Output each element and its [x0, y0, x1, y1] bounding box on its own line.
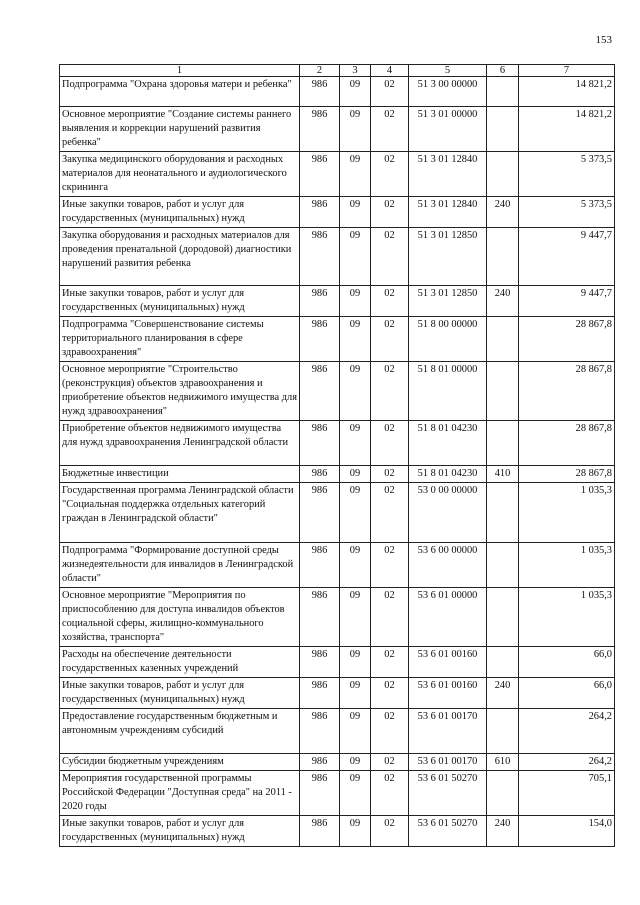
section-cell: 09: [340, 421, 371, 466]
amount-cell: 66,0: [519, 647, 615, 678]
subsection-cell: 02: [371, 543, 409, 588]
expense-type-cell: [487, 421, 519, 466]
section-cell: 09: [340, 647, 371, 678]
amount-cell: 28 867,8: [519, 362, 615, 421]
admin-code-cell: 986: [300, 771, 340, 816]
admin-code-cell: 986: [300, 421, 340, 466]
target-article-cell: 53 6 01 50270: [409, 816, 487, 847]
target-article-cell: 53 6 00 00000: [409, 543, 487, 588]
row-name-cell: Приобретение объектов недвижимого имущества для нужд здравоохранения Ленинградской области: [60, 421, 300, 466]
expense-type-cell: 240: [487, 197, 519, 228]
subsection-cell: 02: [371, 317, 409, 362]
subsection-cell: 02: [371, 421, 409, 466]
expense-type-cell: [487, 362, 519, 421]
header-col-1: 1: [60, 65, 300, 77]
subsection-cell: 02: [371, 286, 409, 317]
admin-code-cell: 986: [300, 317, 340, 362]
target-article-cell: 51 8 00 00000: [409, 317, 487, 362]
admin-code-cell: 986: [300, 543, 340, 588]
amount-cell: 28 867,8: [519, 466, 615, 483]
section-cell: 09: [340, 466, 371, 483]
target-article-cell: 53 6 01 50270: [409, 771, 487, 816]
admin-code-cell: 986: [300, 362, 340, 421]
admin-code-cell: 986: [300, 754, 340, 771]
header-col-7: 7: [519, 65, 615, 77]
target-article-cell: 51 3 00 00000: [409, 77, 487, 107]
table-row: [60, 647, 615, 678]
row-name-cell: Расходы на обеспечение деятельности государственных казенных учреждений: [60, 647, 300, 678]
target-article-cell: 51 3 01 12840: [409, 152, 487, 197]
amount-cell: 1 035,3: [519, 543, 615, 588]
amount-cell: 9 447,7: [519, 228, 615, 286]
amount-cell: 705,1: [519, 771, 615, 816]
section-cell: 09: [340, 483, 371, 543]
row-name-cell: Предоставление государственным бюджетным и автономным учреждениям субсидий: [60, 709, 300, 754]
table-row: [60, 362, 615, 421]
admin-code-cell: 986: [300, 483, 340, 543]
table-row: [60, 77, 615, 107]
section-cell: 09: [340, 77, 371, 107]
row-name-cell: Мероприятия государственной программы Российской Федерации "Доступная среда" на 2011 - 2020 годы: [60, 771, 300, 816]
expense-type-cell: [487, 483, 519, 543]
subsection-cell: 02: [371, 77, 409, 107]
table-row: [60, 816, 615, 847]
section-cell: 09: [340, 107, 371, 152]
expense-type-cell: [487, 543, 519, 588]
target-article-cell: 51 8 01 04230: [409, 466, 487, 483]
expense-type-cell: [487, 152, 519, 197]
amount-cell: 1 035,3: [519, 483, 615, 543]
expense-type-cell: [487, 588, 519, 647]
header-col-3: 3: [340, 65, 371, 77]
target-article-cell: 53 6 01 00170: [409, 754, 487, 771]
target-article-cell: 51 8 01 04230: [409, 421, 487, 466]
section-cell: 09: [340, 816, 371, 847]
target-article-cell: 51 3 01 00000: [409, 107, 487, 152]
subsection-cell: 02: [371, 362, 409, 421]
row-name-cell: Государственная программа Ленинградской области "Социальная поддержка отдельных категорий граждан в Ленинградской области": [60, 483, 300, 543]
section-cell: 09: [340, 754, 371, 771]
table-row: [60, 228, 615, 286]
row-name-cell: Подпрограмма "Охрана здоровья матери и ребенка": [60, 77, 300, 107]
expense-type-cell: [487, 228, 519, 286]
row-name-cell: Основное мероприятие "Мероприятия по приспособлению для доступа инвалидов объектов социальной сферы, жилищно-коммунального хозяйства, транспорта": [60, 588, 300, 647]
expense-type-cell: [487, 771, 519, 816]
section-cell: 09: [340, 152, 371, 197]
section-cell: 09: [340, 709, 371, 754]
subsection-cell: 02: [371, 107, 409, 152]
amount-cell: 5 373,5: [519, 197, 615, 228]
row-name-cell: Подпрограмма "Совершенствование системы территориального планирования в сфере здравоохранения": [60, 317, 300, 362]
expense-type-cell: [487, 647, 519, 678]
amount-cell: 66,0: [519, 678, 615, 709]
section-cell: 09: [340, 197, 371, 228]
amount-cell: 14 821,2: [519, 107, 615, 152]
header-col-6: 6: [487, 65, 519, 77]
section-cell: 09: [340, 317, 371, 362]
table-row: [60, 678, 615, 709]
admin-code-cell: 986: [300, 228, 340, 286]
table-row: [60, 588, 615, 647]
expense-type-cell: 410: [487, 466, 519, 483]
table-row: [60, 107, 615, 152]
table-row: [60, 771, 615, 816]
table-row: [60, 483, 615, 543]
section-cell: 09: [340, 362, 371, 421]
section-cell: 09: [340, 588, 371, 647]
target-article-cell: 53 6 01 00000: [409, 588, 487, 647]
expense-type-cell: [487, 107, 519, 152]
target-article-cell: 51 3 01 12850: [409, 286, 487, 317]
target-article-cell: 51 8 01 00000: [409, 362, 487, 421]
table-row: [60, 317, 615, 362]
amount-cell: 28 867,8: [519, 421, 615, 466]
row-name-cell: Закупка медицинского оборудования и расходных материалов для неонатального и аудиологического скрининга: [60, 152, 300, 197]
subsection-cell: 02: [371, 152, 409, 197]
header-col-2: 2: [300, 65, 340, 77]
table-row: [60, 543, 615, 588]
section-cell: 09: [340, 228, 371, 286]
amount-cell: 9 447,7: [519, 286, 615, 317]
row-name-cell: Иные закупки товаров, работ и услуг для государственных (муниципальных) нужд: [60, 197, 300, 228]
expense-type-cell: [487, 317, 519, 362]
page-number: 153: [595, 34, 612, 46]
admin-code-cell: 986: [300, 107, 340, 152]
header-col-5: 5: [409, 65, 487, 77]
table-row: [60, 286, 615, 317]
header-row: [60, 65, 615, 77]
subsection-cell: 02: [371, 647, 409, 678]
admin-code-cell: 986: [300, 678, 340, 709]
table-row: [60, 152, 615, 197]
expense-type-cell: 240: [487, 816, 519, 847]
amount-cell: 154,0: [519, 816, 615, 847]
row-name-cell: Закупка оборудования и расходных материалов для проведения пренатальной (дородовой) диагностики нарушений развития ребенка: [60, 228, 300, 286]
subsection-cell: 02: [371, 771, 409, 816]
subsection-cell: 02: [371, 588, 409, 647]
subsection-cell: 02: [371, 816, 409, 847]
target-article-cell: 51 3 01 12840: [409, 197, 487, 228]
target-article-cell: 53 0 00 00000: [409, 483, 487, 543]
table-row: [60, 197, 615, 228]
row-name-cell: Основное мероприятие "Создание системы раннего выявления и коррекции нарушений развития ребенка": [60, 107, 300, 152]
admin-code-cell: 986: [300, 152, 340, 197]
amount-cell: 264,2: [519, 754, 615, 771]
amount-cell: 1 035,3: [519, 588, 615, 647]
budget-table: [59, 64, 615, 847]
expense-type-cell: [487, 709, 519, 754]
table-row: [60, 421, 615, 466]
target-article-cell: 53 6 01 00170: [409, 709, 487, 754]
admin-code-cell: 986: [300, 647, 340, 678]
row-name-cell: Подпрограмма "Формирование доступной среды жизнедеятельности для инвалидов в Ленинградской области": [60, 543, 300, 588]
row-name-cell: Основное мероприятие "Строительство (реконструкция) объектов здравоохранения и приобретение объектов недвижимого имущества для нужд здравоохранения": [60, 362, 300, 421]
target-article-cell: 51 3 01 12850: [409, 228, 487, 286]
admin-code-cell: 986: [300, 588, 340, 647]
row-name-cell: Бюджетные инвестиции: [60, 466, 300, 483]
subsection-cell: 02: [371, 466, 409, 483]
target-article-cell: 53 6 01 00160: [409, 647, 487, 678]
subsection-cell: 02: [371, 197, 409, 228]
expense-type-cell: [487, 77, 519, 107]
amount-cell: 5 373,5: [519, 152, 615, 197]
subsection-cell: 02: [371, 678, 409, 709]
row-name-cell: Иные закупки товаров, работ и услуг для государственных (муниципальных) нужд: [60, 816, 300, 847]
table-row: [60, 754, 615, 771]
section-cell: 09: [340, 678, 371, 709]
target-article-cell: 53 6 01 00160: [409, 678, 487, 709]
admin-code-cell: 986: [300, 77, 340, 107]
admin-code-cell: 986: [300, 709, 340, 754]
section-cell: 09: [340, 543, 371, 588]
section-cell: 09: [340, 286, 371, 317]
subsection-cell: 02: [371, 228, 409, 286]
section-cell: 09: [340, 771, 371, 816]
amount-cell: 14 821,2: [519, 77, 615, 107]
subsection-cell: 02: [371, 754, 409, 771]
subsection-cell: 02: [371, 483, 409, 543]
table-row: [60, 709, 615, 754]
amount-cell: 28 867,8: [519, 317, 615, 362]
row-name-cell: Субсидии бюджетным учреждениям: [60, 754, 300, 771]
amount-cell: 264,2: [519, 709, 615, 754]
expense-type-cell: 240: [487, 286, 519, 317]
row-name-cell: Иные закупки товаров, работ и услуг для государственных (муниципальных) нужд: [60, 678, 300, 709]
admin-code-cell: 986: [300, 197, 340, 228]
expense-type-cell: 610: [487, 754, 519, 771]
admin-code-cell: 986: [300, 466, 340, 483]
table-row: [60, 466, 615, 483]
admin-code-cell: 986: [300, 286, 340, 317]
header-col-4: 4: [371, 65, 409, 77]
subsection-cell: 02: [371, 709, 409, 754]
admin-code-cell: 986: [300, 816, 340, 847]
expense-type-cell: 240: [487, 678, 519, 709]
row-name-cell: Иные закупки товаров, работ и услуг для государственных (муниципальных) нужд: [60, 286, 300, 317]
